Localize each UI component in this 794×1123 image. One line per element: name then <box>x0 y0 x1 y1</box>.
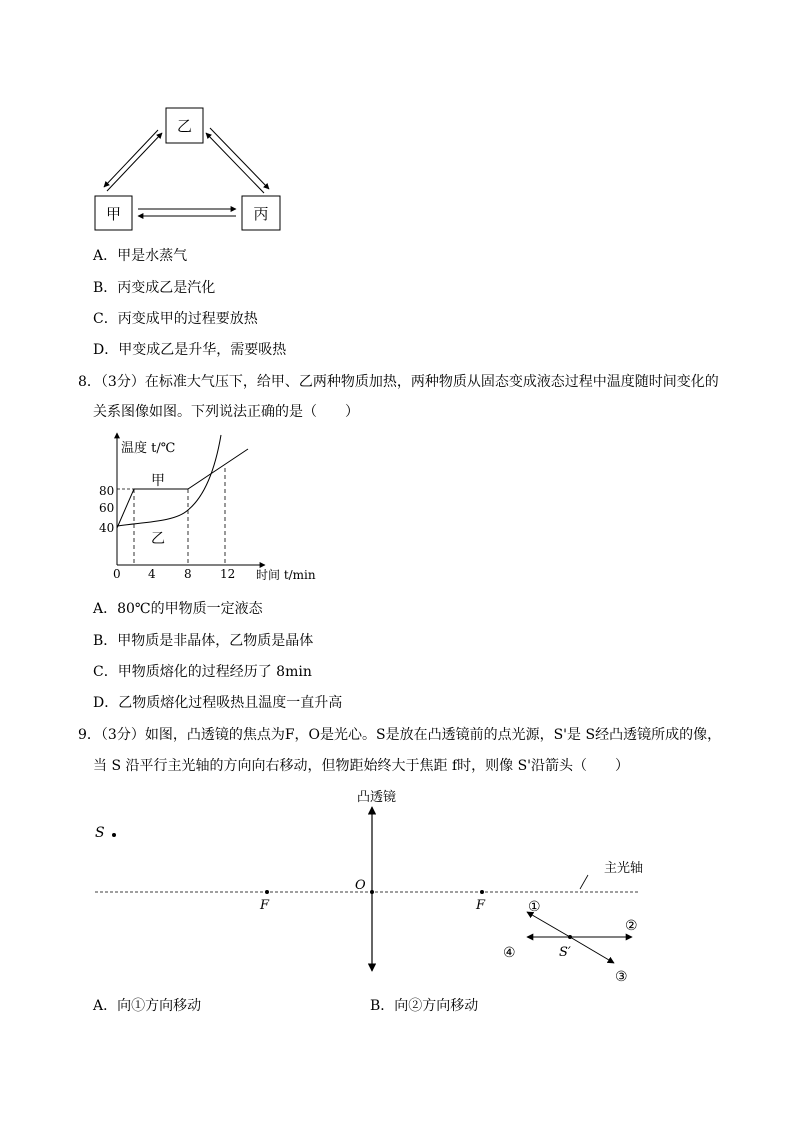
arrow-3 <box>570 937 614 963</box>
y-axis-label: 温度 t/℃ <box>121 441 176 456</box>
label-circle-3: ③ <box>615 969 628 985</box>
series-jia <box>117 449 248 528</box>
box-left-label: 甲 <box>105 205 122 223</box>
y-tick-80: 80 <box>99 484 115 498</box>
q9-lens-diagram <box>0 785 794 990</box>
q7-option-a[interactable]: A．甲是水蒸气 <box>93 248 188 264</box>
box-top-label: 乙 <box>176 117 193 135</box>
y-tick-40: 40 <box>99 521 115 535</box>
q7-option-c[interactable]: C．丙变成甲的过程要放热 <box>93 311 258 327</box>
axis-label: 主光轴 <box>604 861 644 876</box>
q8-stem-line1: 8．（3分）在标准大气压下，给甲、乙两种物质加热，两种物质从固态变成液态过程中温度随时间变化的 <box>78 374 719 390</box>
x-axis-label: 时间 t/min <box>256 568 316 582</box>
arrow-top-left-down <box>104 130 158 187</box>
q8-stem-line2: 关系图像如图。下列说法正确的是（ ） <box>93 404 359 420</box>
q7-option-d[interactable]: D．甲变成乙是升华，需要吸热 <box>93 342 287 358</box>
o-label: O <box>355 878 366 893</box>
label-circle-2: ② <box>625 918 638 934</box>
box-right-label: 丙 <box>253 205 269 223</box>
series-label-jia: 甲 <box>151 473 165 489</box>
o-point <box>370 890 374 894</box>
q8-option-c[interactable]: C．甲物质熔化的过程经历了 8min <box>93 664 312 680</box>
state-change-diagram <box>0 0 794 240</box>
label-circle-1: ① <box>528 899 541 915</box>
f-right-point <box>480 890 484 894</box>
series-label-yi: 乙 <box>151 531 165 547</box>
label-circle-4: ④ <box>503 945 516 961</box>
y-tick-60: 60 <box>99 501 115 515</box>
f-left-point <box>265 890 269 894</box>
q8-option-b[interactable]: B．甲物质是非晶体，乙物质是晶体 <box>93 633 314 649</box>
q8-temperature-graph <box>90 430 330 590</box>
arrow-1 <box>527 912 570 937</box>
q8-option-a[interactable]: A．80℃的甲物质一定液态 <box>93 601 263 617</box>
x-tick-8: 8 <box>184 567 192 581</box>
q9-option-a[interactable]: A．向①方向移动 <box>93 998 202 1014</box>
q9-stem-line2: 当 S 沿平行主光轴的方向向右移动，但物距始终大于焦距 f时，则像 S'沿箭头（ ） <box>93 758 630 774</box>
s-label: S <box>95 825 105 841</box>
q7-option-b[interactable]: B．丙变成乙是汽化 <box>93 280 216 296</box>
arrow-left-up <box>107 133 162 191</box>
s-point <box>112 833 116 837</box>
q9-stem-line1: 9．（3分）如图，凸透镜的焦点为F，O是光心。S是放在凸透镜前的点光源，S'是 S经凸透镜所成的像， <box>78 727 722 743</box>
x-tick-4: 4 <box>148 567 156 581</box>
q9-option-b[interactable]: B．向②方向移动 <box>370 998 479 1014</box>
axis-pointer <box>580 875 588 889</box>
q8-option-d[interactable]: D．乙物质熔化过程吸热且温度一直升高 <box>93 695 343 711</box>
f-left-label: F <box>260 898 270 913</box>
x-tick-0: 0 <box>113 567 121 581</box>
arrow-top-right-down <box>210 128 269 189</box>
lens-label: 凸透镜 <box>357 790 397 805</box>
s-prime-label: S′ <box>559 945 571 960</box>
f-right-label: F <box>476 898 486 913</box>
x-tick-12: 12 <box>220 567 236 581</box>
arrow-right-up <box>206 133 264 193</box>
